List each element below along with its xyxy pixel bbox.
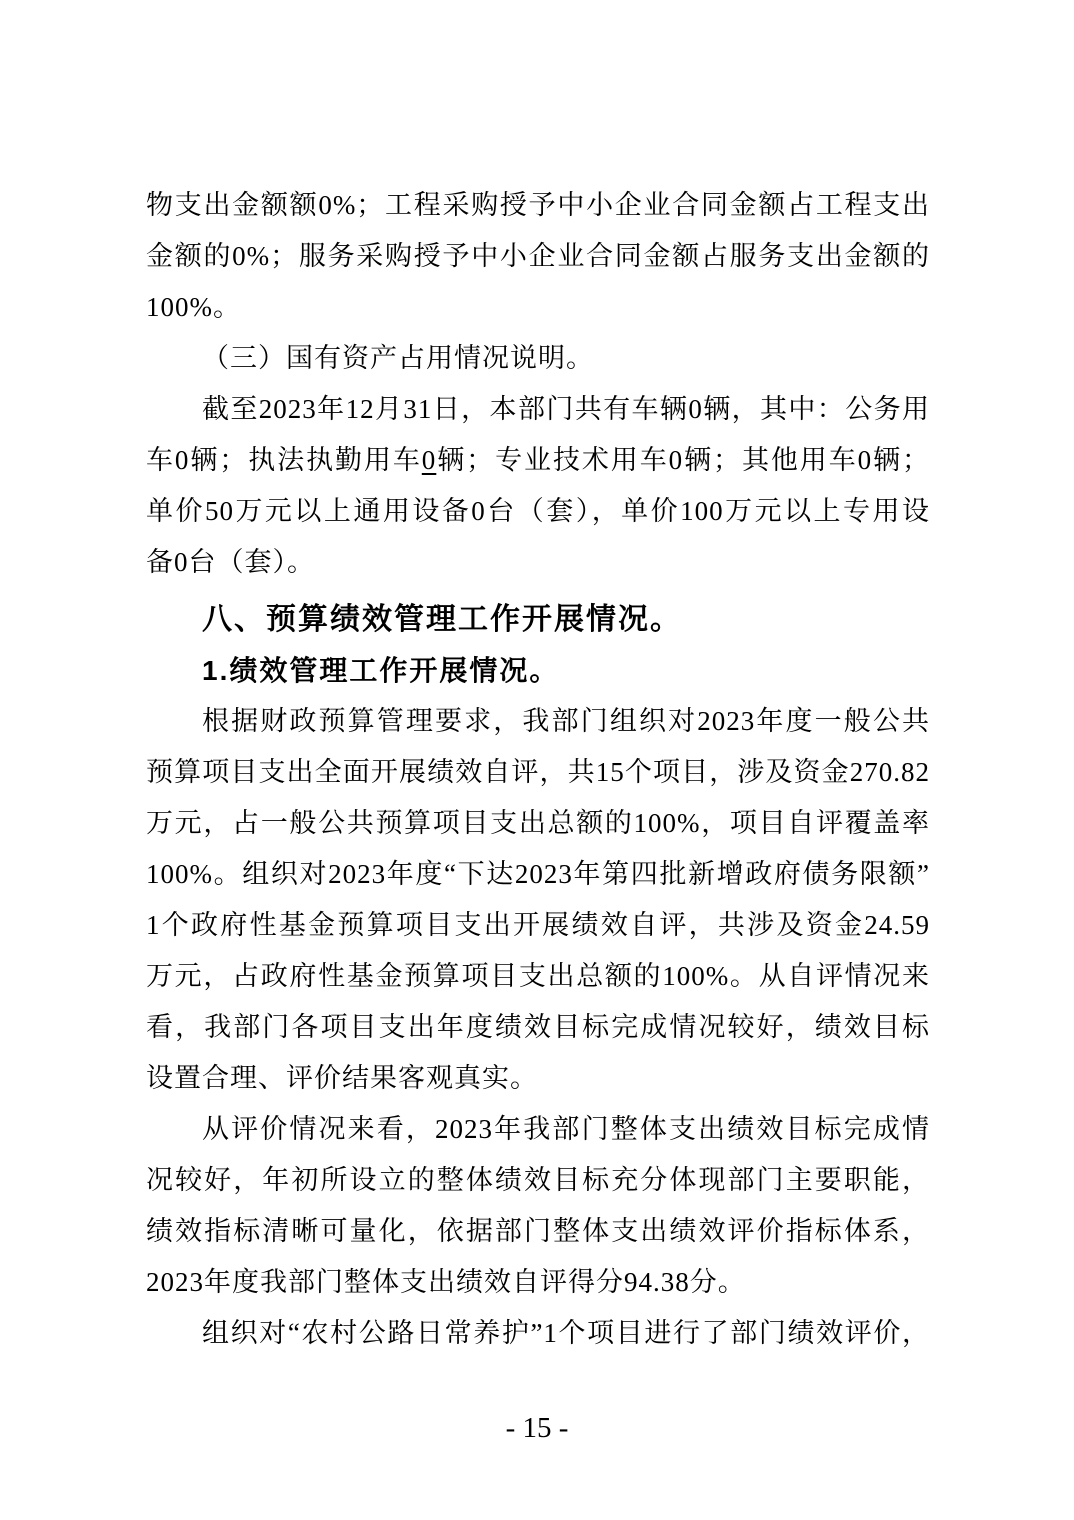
body-line: 从评价情况来看，2023年我部门整体支出绩效目标完成情 (202, 1114, 930, 1144)
section-heading: 八、预算绩效管理工作开展情况。 (202, 603, 682, 636)
body-line: 单价50万元以上通用设备0台（套），单价100万元以上专用设 (146, 496, 930, 526)
body-line: 备0台（套）。 (146, 547, 315, 577)
underlined-zero: 0 (421, 445, 437, 475)
body-line (146, 435, 930, 486)
body-line: 金额的0%；服务采购授予中小企业合同金额占服务支出金额的 (146, 241, 930, 271)
body-line: 设置合理、评价结果客观真实。 (146, 1063, 538, 1093)
body-line: 预算项目支出全面开展绩效自评，共15个项目，涉及资金270.82 (146, 757, 930, 787)
page-body (146, 180, 930, 1359)
body-line: 物支出金额额0%；工程采购授予中小企业合同金额占工程支出 (146, 190, 930, 220)
page-footer (0, 1412, 1074, 1444)
body-line-segment: 车0辆；执法执勤用车 (146, 445, 422, 475)
body-line: 组织对“农村公路日常养护”1个项目进行了部门绩效评价， (202, 1318, 930, 1348)
body-line: 根据财政预算管理要求，我部门组织对2023年度一般公共 (202, 706, 930, 736)
subsection-title: （三）国有资产占用情况说明。 (202, 343, 594, 373)
body-line: 万元，占一般公共预算项目支出总额的100%，项目自评覆盖率 (146, 808, 930, 838)
body-line: 看，我部门各项目支出年度绩效目标完成情况较好，绩效目标 (146, 1012, 930, 1042)
body-line: 1个政府性基金预算项目支出开展绩效自评，共涉及资金24.59 (146, 910, 930, 940)
body-line: 况较好，年初所设立的整体绩效目标充分体现部门主要职能， (146, 1165, 930, 1195)
subsection-heading: 1.绩效管理工作开展情况。 (202, 655, 560, 686)
page-number: - 15 - (505, 1412, 569, 1444)
body-line: 2023年度我部门整体支出绩效自评得分94.38分。 (146, 1267, 746, 1297)
body-line: 100%。组织对2023年度“下达2023年第四批新增政府债务限额” (146, 859, 930, 889)
body-line: 万元，占政府性基金预算项目支出总额的100%。从自评情况来 (146, 961, 930, 991)
body-line: 截至2023年12月31日，本部门共有车辆0辆，其中：公务用 (202, 394, 930, 424)
body-line-segment: 辆；专业技术用车0辆；其他用车0辆； (436, 445, 930, 475)
body-line: 绩效指标清晰可量化，依据部门整体支出绩效评价指标体系， (146, 1216, 930, 1246)
body-line: 100%。 (146, 292, 241, 322)
